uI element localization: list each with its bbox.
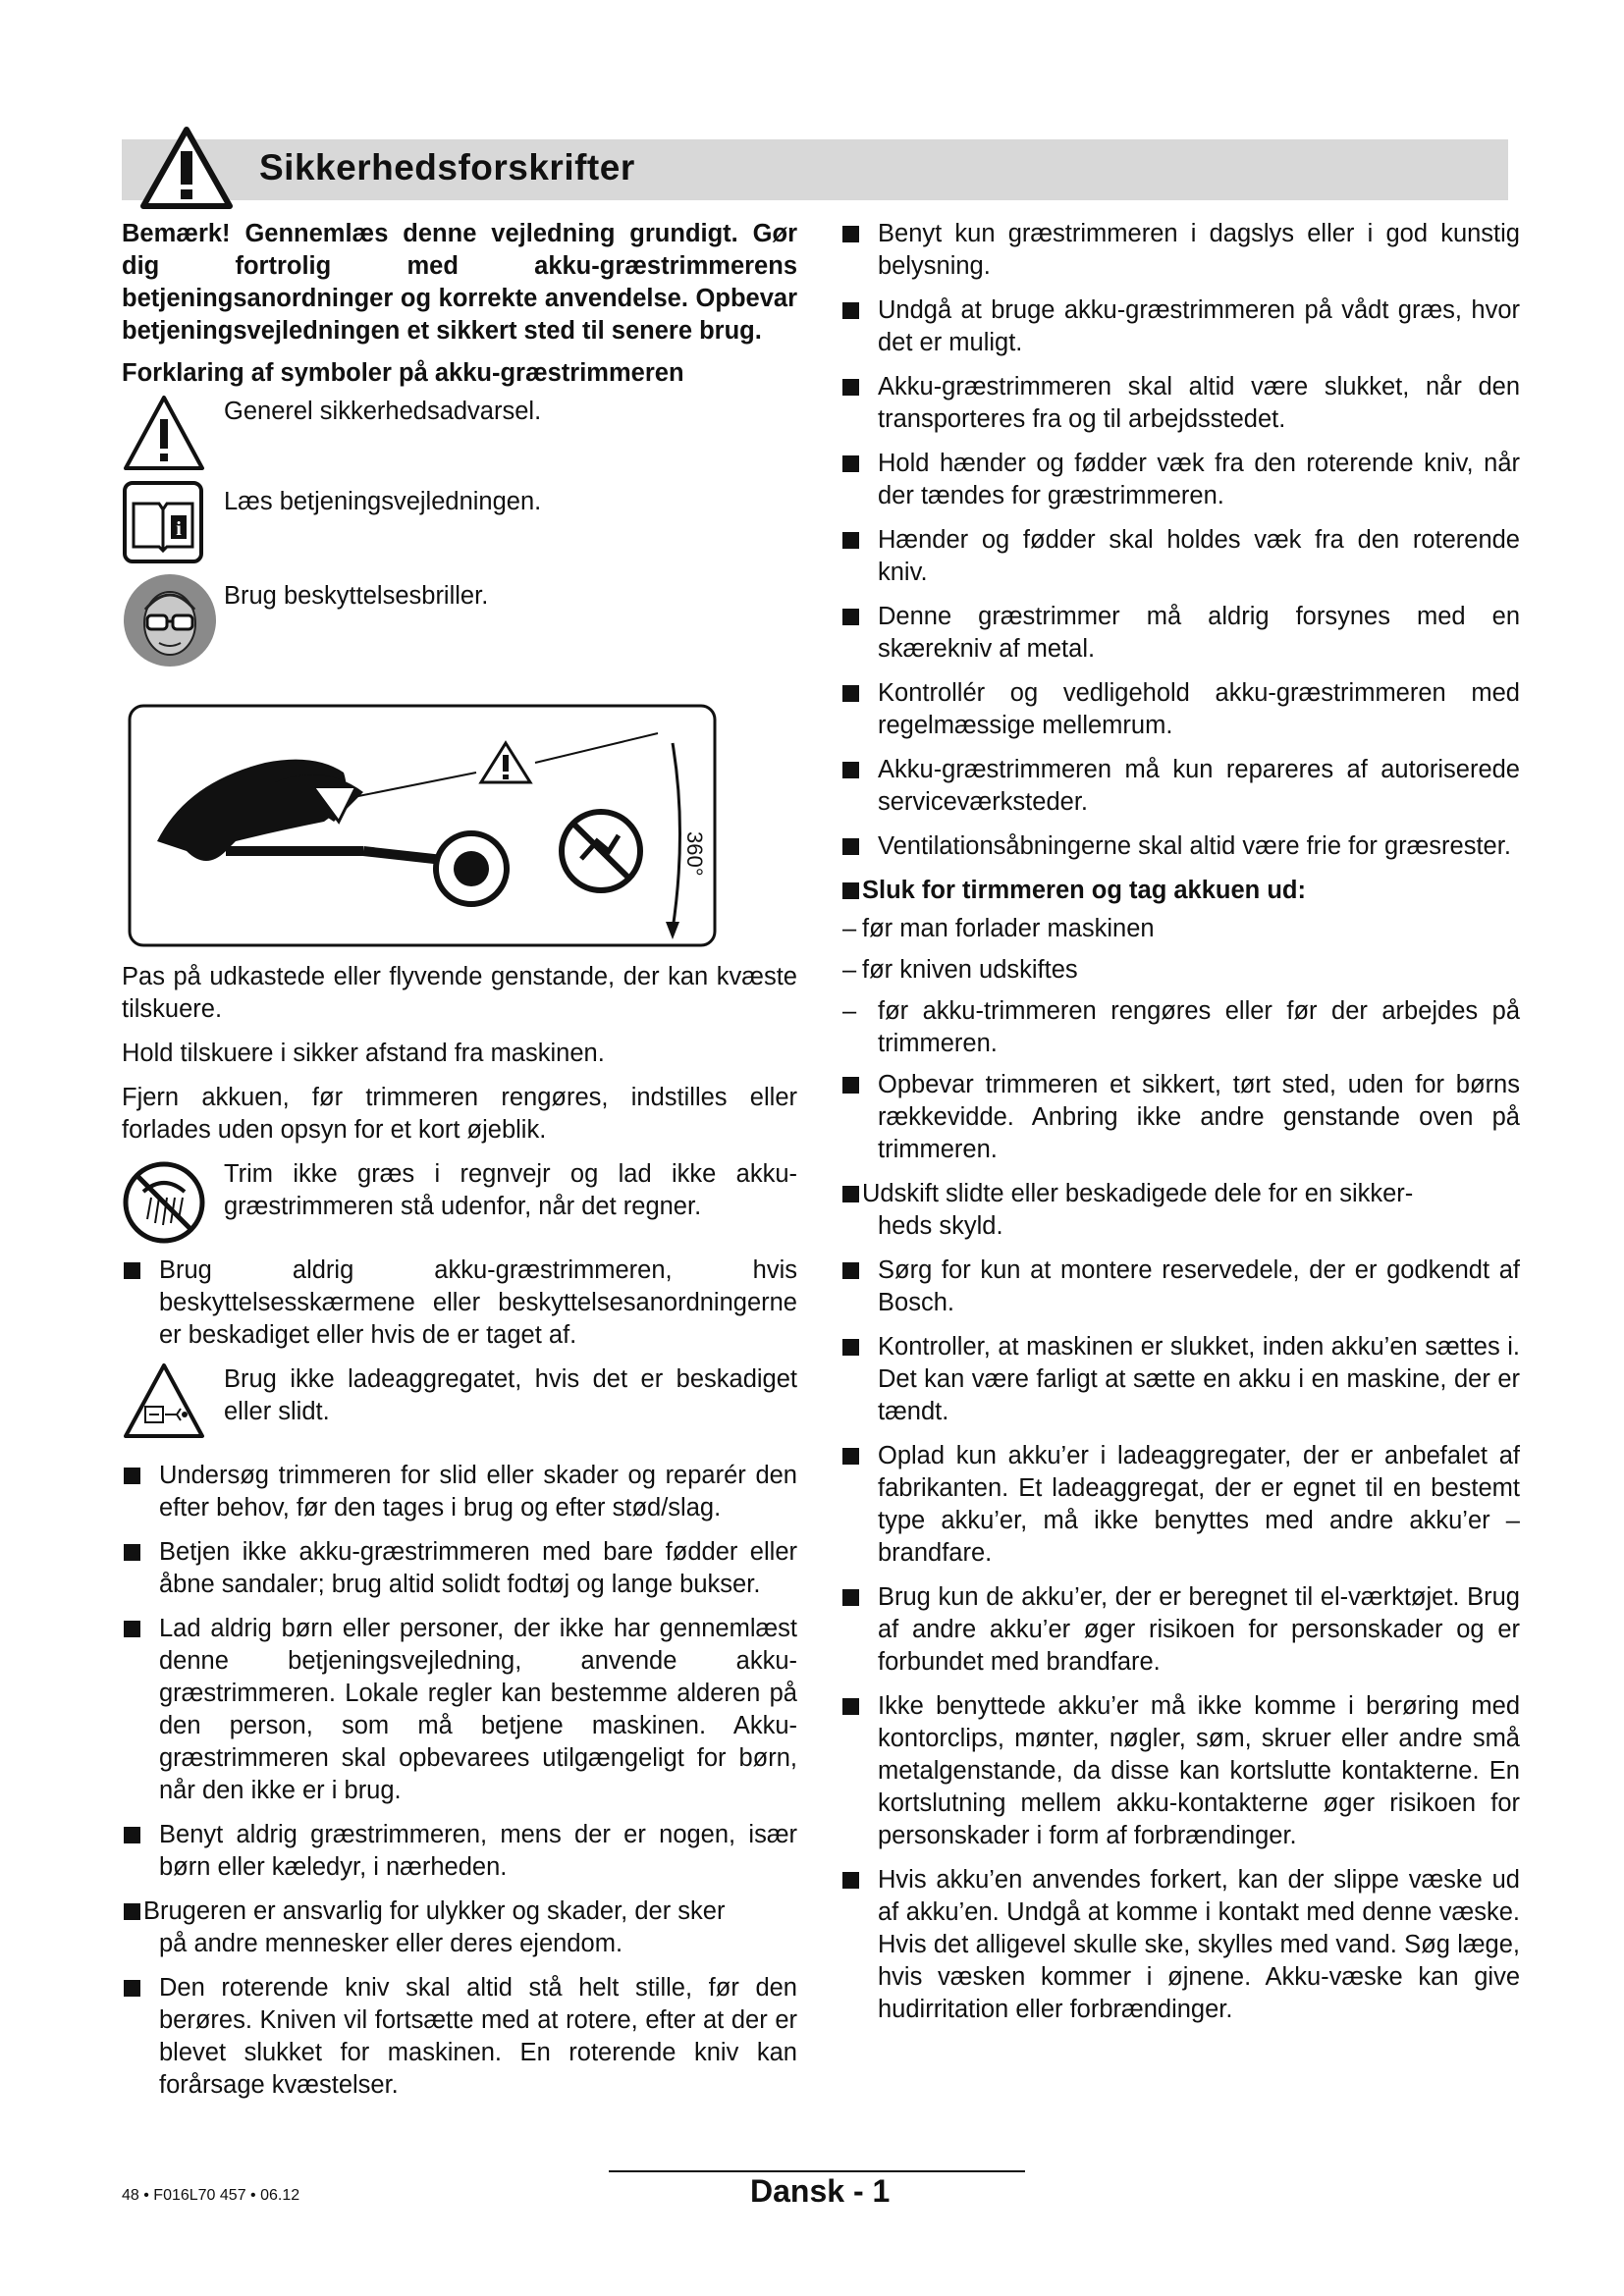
bullet-square-icon — [124, 1544, 140, 1561]
bullet-square-icon — [842, 532, 859, 549]
bullet-list-right-a — [840, 218, 1520, 863]
bullet-square-icon — [842, 1448, 859, 1465]
list-item: Undersøg trimmeren for slid eller skader og reparér den efter behov, før den tages i brug og efter stød/slag. — [122, 1460, 797, 1524]
list-item: Ventilationsåbningerne skal altid være frie for græsrester. — [840, 830, 1520, 863]
paragraph-bystanders: Hold tilskuere i sikker afstand fra maskinen. — [122, 1040, 605, 1067]
symbol-text-warning: Generel sikkerhedsadvarsel. — [224, 398, 542, 425]
bullet-square-icon — [124, 1827, 140, 1843]
bullet-square-icon — [842, 1077, 859, 1094]
bullet-square-icon — [124, 1262, 140, 1279]
bullet-square-icon — [124, 1621, 140, 1637]
symbol-row-glasses — [122, 580, 797, 696]
symbol-text-glasses: Brug beskyttelsesbriller. — [224, 582, 489, 610]
bullet-square-icon — [124, 1468, 140, 1484]
bullet-square-icon — [842, 882, 859, 899]
thrown-objects-illustration — [128, 704, 717, 947]
bullet-square-icon — [124, 1903, 140, 1920]
manual-book-icon — [122, 480, 204, 564]
list-item: Ikke benyttede akku’er må ikke komme i berøring med kontorclips, mønter, nøgler, søm, skruer eller andre små metalgenstande, da disse kan kortslutte kontakterne. En kortslutning mellem akku-kontakterne øger risikoen for personskader i form af forbrændinger. — [840, 1690, 1520, 1852]
symbol-text-manual: Læs betjeningsvejledningen. — [224, 488, 542, 515]
list-item: Sørg for kun at montere reservedele, der er godkendt af Bosch. — [840, 1255, 1520, 1319]
list-item: Lad aldrig børn eller personer, der ikke har gennemlæst denne betjeningsvejledning, anvende akku-græstrimmeren. Lokale regler kan bestemme alderen på den person, som må betjene maskinen. Akku-græstrimmeren skal opbevarees utilgængeligt for børn, når den ikke er i brug. — [122, 1613, 797, 1807]
no-rain-icon — [122, 1160, 206, 1245]
bullet-square-icon — [842, 1872, 859, 1889]
symbol-row-warning — [122, 396, 797, 486]
list-item: Kontrollér og vedligehold akku-græstrimmeren med regelmæssige mellemrum. — [840, 677, 1520, 742]
warning-triangle-icon — [139, 126, 234, 210]
symbol-text-charger: Brug ikke ladeaggregatet, hvis det er beskadiget eller slidt. — [224, 1365, 797, 1425]
list-item-responsibility: Brugeren er ansvarlig for ulykker og skader, der sker på andre mennesker eller deres ejendom. — [122, 1896, 797, 1960]
symbol-text-rain: Trim ikke græs i regnvejr og lad ikke akku-græstrimmeren stå udenfor, når det regner. — [224, 1160, 797, 1220]
list-item: Undgå at bruge akku-græstrimmeren på vådt græs, hvor det er muligt. — [840, 294, 1520, 359]
trimmer-warning-figure — [128, 704, 717, 947]
bullet-square-icon — [842, 838, 859, 855]
charger-warning-icon — [122, 1362, 206, 1440]
bullet-square-icon — [842, 226, 859, 242]
bullet-list-shields — [122, 1255, 797, 1352]
list-item: Benyt kun græstrimmeren i dagslys eller i god kunstig belysning. — [840, 218, 1520, 283]
dash-item: – før akku-trimmeren rengøres eller før der arbejdes på trimmeren. — [842, 997, 1520, 1057]
paragraph-thrown-objects: Pas på udkastede eller flyvende genstande, der kan kvæste tilskuere. — [122, 963, 797, 1023]
list-item: Den roterende kniv skal altid stå helt stille, før den berøres. Kniven vil fortsætte med at rotere, efter at der er blevet slukket for maskinen. En roterende kniv kan forårsage kvæstelser. — [122, 1972, 797, 2102]
symbols-heading: Forklaring af symboler på akku-græstrimmeren — [122, 359, 684, 387]
paragraph-remove-battery: Fjern akkuen, før trimmeren rengøres, indstilles eller forlades uden opsyn for et kort øjeblik. — [122, 1084, 797, 1144]
list-item: Akku-græstrimmeren må kun repareres af autoriserede serviceværksteder. — [840, 754, 1520, 819]
dash-item: – før man forlader maskinen — [842, 915, 1155, 942]
symbol-row-rain — [122, 1158, 797, 1255]
bullet-square-icon — [842, 1589, 859, 1606]
safety-glasses-icon — [122, 572, 218, 668]
footer-code: 48 • F016L70 457 • 06.12 — [122, 2187, 300, 2204]
intro-notice: Bemærk! Gennemlæs denne vejledning grundigt. Gør dig fortrolig med akku-græstrimmerens betjeningsanordninger og korrekte anvendelse. Opbevar betjeningsvejledningen et sikkert sted til senere brug. — [122, 220, 797, 345]
bullet-square-icon — [842, 379, 859, 396]
warning-triangle-icon — [122, 394, 206, 472]
symbol-row-charger — [122, 1363, 797, 1460]
list-item: Brug aldrig akku-græstrimmeren, hvis beskyttelsesskærmene eller beskyttelsesanordningerne er beskadiget eller hvis de er taget af. — [122, 1255, 797, 1352]
page-title: Sikkerhedsforskrifter — [259, 147, 635, 187]
bullet-square-icon — [842, 1698, 859, 1715]
bullet-square-icon — [124, 1980, 140, 1997]
list-item: Benyt aldrig græstrimmeren, mens der er nogen, især børn eller kæledyr, i nærheden. — [122, 1819, 797, 1884]
rotation-angle-label: 360° — [682, 831, 707, 877]
right-column — [840, 218, 1520, 2038]
bullet-list-right-b — [840, 1255, 1520, 2026]
left-column — [122, 218, 797, 2113]
list-item-replace-parts: Udskift slidte eller beskadigede dele for en sikker- heds skyld. — [840, 1178, 1520, 1243]
list-item: Hold hænder og fødder væk fra den roterende kniv, når der tændes for græstrimmeren. — [840, 448, 1520, 512]
bullet-list-left-end — [122, 1972, 797, 2102]
bullet-square-icon — [842, 1339, 859, 1356]
symbol-row-manual — [122, 486, 797, 580]
switch-off-heading: Sluk for tirmmeren og tag akkuen ud: — [840, 875, 1520, 907]
bullet-square-icon — [842, 609, 859, 625]
list-item: Brug kun de akku’er, der er beregnet til el-værktøjet. Brug af andre akku’er øger risikoen for personskader og er forbundet med brandfare. — [840, 1581, 1520, 1679]
footer-rule — [609, 2170, 1025, 2172]
list-item: Akku-græstrimmeren skal altid være slukket, når den transporteres fra og til arbejdsstedet. — [840, 371, 1520, 436]
bullet-square-icon — [842, 685, 859, 702]
bullet-square-icon — [842, 762, 859, 778]
bullet-square-icon — [842, 302, 859, 319]
list-item: Betjen ikke akku-græstrimmeren med bare fødder eller åbne sandaler; brug altid solidt fodtøj og lange bukser. — [122, 1536, 797, 1601]
bullet-list-left — [122, 1460, 797, 1884]
list-item: Oplad kun akku’er i ladeaggregater, der er anbefalet af fabrikanten. Et ladeaggregat, der er egnet til en bestemt type akku’er, må ikke benyttes med andre akku’er – brandfare. — [840, 1440, 1520, 1570]
list-item: Kontroller, at maskinen er slukket, inden akku’en sættes i. Det kan være farligt at sætte en akku i en maskine, der er tændt. — [840, 1331, 1520, 1428]
dash-item: – før kniven udskiftes — [842, 956, 1078, 984]
footer-page-label: Dansk - 1 — [750, 2173, 891, 2209]
list-item: Hænder og fødder skal holdes væk fra den roterende kniv. — [840, 524, 1520, 589]
bullet-square-icon — [842, 1186, 859, 1202]
list-item: Denne græstrimmer må aldrig forsynes med en skærekniv af metal. — [840, 601, 1520, 666]
bullet-square-icon — [842, 455, 859, 472]
bullet-square-icon — [842, 1262, 859, 1279]
list-item: Opbevar trimmeren et sikkert, tørt sted, uden for børns rækkevidde. Anbring ikke andre genstande oven på trimmeren. — [840, 1069, 1520, 1166]
svg-text:i: i — [176, 518, 182, 540]
bullet-list-right-store — [840, 1069, 1520, 1166]
list-item: Hvis akku’en anvendes forkert, kan der slippe væske ud af akku’en. Undgå at komme i kontakt med denne væske. Hvis det alligevel skulle ske, skylles med vand. Søg læge, hvis væsken kommer i øjnene. Akku-væske kan give hudirritation eller forbrændinger. — [840, 1864, 1520, 2026]
